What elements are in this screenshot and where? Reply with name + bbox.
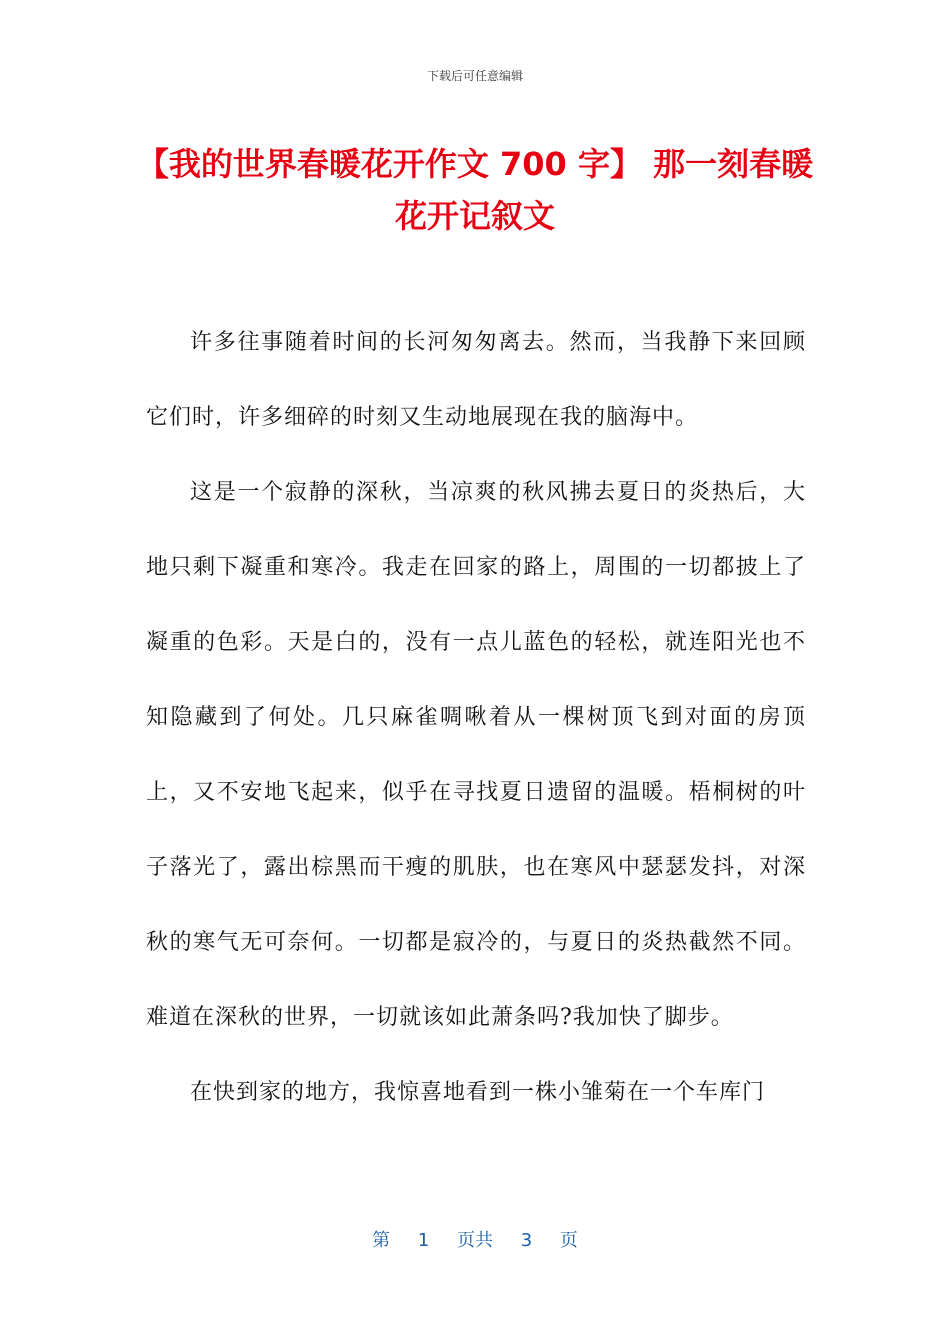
header-note: 下载后可任意编辑	[426, 69, 523, 83]
paragraph: 这是一个寂静的深秋，当凉爽的秋风拂去夏日的炎热后，大地只剩下凝重和寒冷。我走在回家的路上，周围的一切都披上了凝重的色彩。天是白的，没有一点儿蓝色的轻松，就连阳光也不知隐藏到了何处。几只麻雀啁啾着从一棵树顶飞到对面的房顶上，又不安地飞起来，似乎在寻找夏日遗留的温暖。梧桐树的叶子落光了，露出棕黑而干瘦的肌肤，也在寒风中瑟瑟发抖，对深秋的寒气无可奈何。一切都是寂冷的，与夏日的炎热截然不同。难道在深秋的世界，一切就该如此萧条吗?我加快了脚步。	[146, 480, 806, 1030]
document-body	[146, 305, 806, 1130]
document-title: 【我的世界春暖花开作文 700 字】 那一刻春暖花开记叙文	[136, 145, 814, 235]
current-page-number: 1	[417, 1230, 430, 1251]
page-footer	[0, 1226, 950, 1252]
footer-suffix: 页	[559, 1230, 578, 1251]
paragraph: 在快到家的地方，我惊喜地看到一株小雏菊在一个车库门	[190, 1080, 766, 1105]
paragraph: 许多往事随着时间的长河匆匆离去。然而，当我静下来回顾它们时，许多细碎的时刻又生动地展现在我的脑海中。	[146, 330, 806, 430]
footer-middle: 页共	[457, 1230, 493, 1251]
total-pages-number: 3	[520, 1230, 533, 1251]
footer-prefix: 第	[372, 1230, 391, 1251]
